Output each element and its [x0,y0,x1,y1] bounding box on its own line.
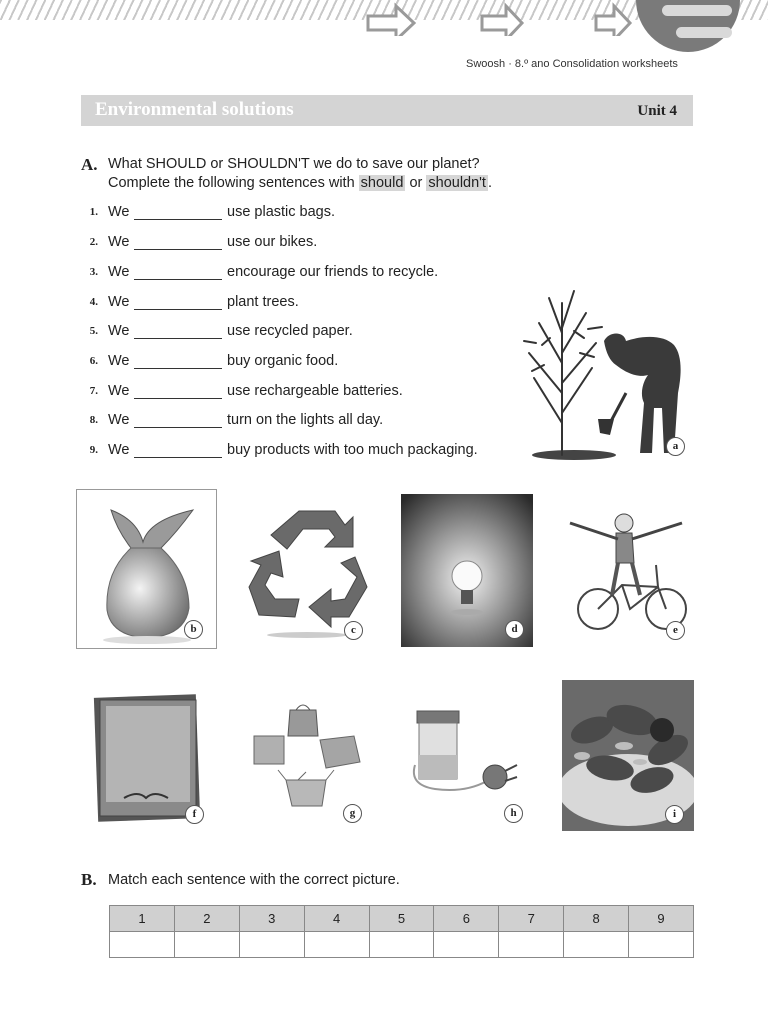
picture-rechargeable-battery [405,705,530,825]
column-number: 8 [564,906,629,932]
section-a-letter: A. [81,155,98,174]
column-number: 2 [174,906,239,932]
answer-cell[interactable] [369,932,434,958]
picture-badge: h [504,804,523,823]
page-title: Environmental solutions [95,99,294,120]
answer-blank[interactable] [134,279,222,280]
section-a-instruction: Complete the following sentences with should or shouldn't . [108,175,492,191]
answer-blank[interactable] [134,219,222,220]
picture-badge: d [505,620,524,639]
picture-badge: f [185,805,204,824]
picture-planting-tree [514,283,695,463]
answer-cell[interactable] [499,932,564,958]
answer-blank[interactable] [134,368,222,369]
sentence-item: 4. We plant trees. [89,294,299,310]
sentence-item: 8. We turn on the lights all day. [89,412,384,428]
column-number: 6 [434,906,499,932]
picture-light-bulb [401,494,533,647]
answer-cell[interactable] [434,932,499,958]
section-a-question: What SHOULD or SHOULDN'T we do to save our planet? [108,156,480,172]
answer-blank[interactable] [134,457,222,458]
answer-blank[interactable] [134,309,222,310]
answer-cell[interactable] [174,932,239,958]
picture-badge: b [184,620,203,639]
answer-cell[interactable] [110,932,175,958]
picture-badge: e [666,621,685,640]
picture-badge: c [344,621,363,640]
answer-cell[interactable] [564,932,629,958]
picture-organic-food [562,680,694,831]
picture-badge: g [343,804,362,823]
answer-cell[interactable] [629,932,694,958]
word-should: should [360,175,404,191]
sentence-item: 1. We use plastic bags. [89,204,336,220]
section-b-instruction: Match each sentence with the correct picture. [108,872,400,888]
sentence-item: 9. We buy products with too much packaging. [89,442,478,458]
answer-blank[interactable] [134,338,222,339]
arrow-icon [480,2,526,36]
answer-table-row [110,932,694,958]
answer-table [109,905,694,958]
word-shouldnt: shouldn't [428,175,486,191]
sentence-item: 6. We buy organic food. [89,353,339,369]
answer-blank[interactable] [134,427,222,428]
column-number: 9 [629,906,694,932]
picture-recycled-paper [88,688,206,824]
column-number: 1 [110,906,175,932]
unit-label: Unit 4 [637,103,677,119]
column-number: 5 [369,906,434,932]
tree-planting-illustration [514,283,695,463]
title-bar [81,95,693,126]
sentence-item: 7. We use rechargeable batteries. [89,383,403,399]
sentence-item: 3. We encourage our friends to recycle. [89,264,439,280]
arrow-icon [366,2,418,36]
arrow-icon [594,2,634,36]
sentence-item: 5. We use recycled paper. [89,323,353,339]
answer-cell[interactable] [239,932,304,958]
column-number: 3 [239,906,304,932]
answer-table-header [110,906,694,932]
header-note: Swoosh · 8.º ano Consolidation worksheets [466,58,678,70]
section-b-letter: B. [81,870,97,889]
column-number: 7 [499,906,564,932]
column-number: 4 [304,906,369,932]
sentence-item: 2. We use our bikes. [89,234,318,250]
picture-recycle-symbol [241,495,373,647]
picture-candy-wrapper [76,489,217,649]
logo-circle [636,0,740,52]
answer-blank[interactable] [134,398,222,399]
picture-badge: i [665,805,684,824]
answer-cell[interactable] [304,932,369,958]
picture-cyclist [560,505,690,647]
picture-packaging-boxes [250,700,365,825]
recycled-paper-illustration [88,688,206,824]
picture-badge: a [666,437,685,456]
answer-blank[interactable] [134,249,222,250]
